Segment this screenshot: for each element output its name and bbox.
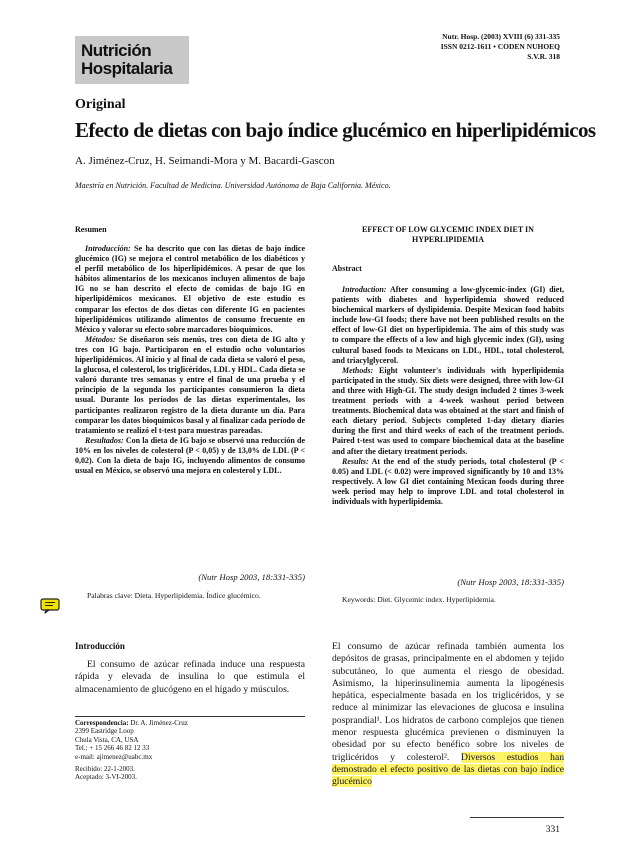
resumen-heading: Resumen xyxy=(75,225,107,234)
abstract-intro xyxy=(332,285,564,366)
intro-left-paragraph: El consumo de azúcar refinada induce una respuesta rápida y elevada de insulina lo que estimula el almacenamiento de glucógeno en el hígado y músculos. xyxy=(75,659,305,695)
correspondence-rule xyxy=(75,716,305,717)
article-affiliation: Maestría en Nutrición. Facultad de Medicina. Universidad Autónoma de Baja California. México. xyxy=(75,181,391,190)
abstract-intro-text: After consuming a low-glycemic-index (GI) diet, patients with diabetes and hyperlipidemia showed reduced biochemical markers of dyslipidemia. Despite Mexican food habits include low-GI foods; there have not been published results on the effect of low-GI diet on hyperlipidemia. The aim of this study was to compare the effects of a low and high glycemic index (GI), using cultural based foods to Mexicans on LDL, HDL, total cholesterol, and triacylglycerol. xyxy=(332,285,564,365)
abstract-citation xyxy=(332,577,564,587)
abstract-methods-label: Methods: xyxy=(342,365,374,375)
abstract-results-text: At the end of the study periods, total cholesterol (P < 0.05) and LDL (< 0.02) were improved significantly by 10 and 13% respectively. A low GI diet containing Mexican foods during three week period may help to improve LDL and total cholesterol in individuals with hyperlipidemia. xyxy=(332,456,564,506)
intro-heading: Introducción xyxy=(75,641,125,651)
correspondence-block xyxy=(75,719,305,782)
journal-citation xyxy=(441,32,560,62)
resumen-intro xyxy=(75,244,305,335)
footer-rule xyxy=(470,817,564,818)
resumen-body xyxy=(75,244,305,476)
abstract-methods xyxy=(332,366,564,457)
received-date: Recibido: 22-1-2003. xyxy=(75,765,135,774)
highlighted-text[interactable]: Diversos estudios han demostrado el efecto positivo de las dietas con bajo índice glucémico xyxy=(332,751,564,788)
resumen-methods xyxy=(75,335,305,436)
logo-line-2: Hospitalaria xyxy=(81,59,173,78)
abstract-heading: Abstract xyxy=(332,264,362,273)
correspondence-label: Correspondencia: xyxy=(75,719,129,727)
resumen-methods-text: Se diseñaron seis menús, tres con dieta de IG alto y tres con IG bajo. Participaron en el estudio ocho voluntarios hiperlipidémicos. Al inicio y al final de cada dieta se valoró el peso, la glucosa, el colesterol, los triglicéridos, LDL y HDL. Cada dieta se valoró durante tres semanas y entre el final de una prueba y el principio de la segunda los participantes consumieron la dieta usual. Durante los períodos de las dietas experimentales, los participantes realizaron registro de la dieta durante un día. Para comparar los datos bioquímicos basal y al finalizar cada período de tratamiento se realizó el t-test para muestras pareadas. xyxy=(75,334,305,435)
note-annotation-icon[interactable] xyxy=(40,598,60,614)
resumen-intro-label: Introducción: xyxy=(85,244,131,253)
resumen-citation-text: (Nutr Hosp 2003, 18:331-335) xyxy=(198,572,305,582)
correspondence-person: Dr. A. Jiménez-Cruz xyxy=(128,719,188,727)
correspondence-name xyxy=(75,719,305,727)
resumen-keywords: Palabras clave: Dieta. Hyperlipidemia. Índice glucémico. xyxy=(87,591,261,600)
accepted-date: Aceptado: 3-VI-2003. xyxy=(75,773,137,782)
section-label: Original xyxy=(75,97,126,112)
intro-left-text xyxy=(75,659,305,696)
citation-line-1: Nutr. Hosp. (2003) XVIII (6) 331-335 xyxy=(442,32,560,41)
intro-right-paragraph-text: El consumo de azúcar refinada también aumenta los depósitos de grasas, principalmente en el abdomen y tejido subcutáneo, lo que aumenta el riesgo de obesidad. Asimismo, la hiperinsulinemia aumenta la lipogénesis hepática, especialmente basada en los triglicéridos, y se reduce al minimizar las elevaciones de glucosa e insulina posprandial¹. Los hidratos de carbono complejos que tienen menor respuesta glucémica previenen o disminuyen la obesidad por su efecto benéfico sobre los niveles de triglicéridos y colesterol². xyxy=(332,641,564,763)
abstract-body xyxy=(332,285,564,507)
correspondence-email: e-mail: ajimenez@uabc.mx xyxy=(75,752,153,761)
citation-line-3: S.V.R. 318 xyxy=(527,52,560,61)
intro-right-paragraph xyxy=(332,641,564,789)
abstract-methods-text: Eight volunteer's individuals with hyperlipidemia participated in the study. Six diets were designed, three with low-GI and three with High-GI. The study design included 2 times 3-week treatment periods with a 4-week washout period between treatments. Biochemical data was obtained at the start and finish of each dietary period. Subjects completed 1-day dietary diaries during the first and third weeks of each of the treatment periods. Paired t-test was used to compare biochemical data at the baseline and after the dietary treatment periods. xyxy=(332,365,564,456)
article-title: Efecto de dietas con bajo índice glucémico en hiperlipidémicos xyxy=(75,118,596,142)
correspondence-address2: Chula Vista, CA, USA xyxy=(75,735,139,744)
logo-line-1: Nutrición xyxy=(81,41,152,60)
abstract-intro-label: Introduction: xyxy=(342,285,387,294)
page-number: 331 xyxy=(545,825,560,835)
intro-right-text xyxy=(332,641,564,789)
resumen-methods-label: Métodos: xyxy=(85,334,116,344)
article-authors: A. Jiménez-Cruz, H. Seimandi-Mora y M. Bacardi-Gascon xyxy=(75,155,335,167)
abstract-results xyxy=(332,457,564,507)
resumen-results xyxy=(75,436,305,476)
correspondence-phone: Tel.: + 15 266 46 82 12 33 xyxy=(75,744,150,753)
abstract-citation-text: (Nutr Hosp 2003, 18:331-335) xyxy=(457,577,564,587)
citation-line-2: ISSN 0212-1611 • CODEN NUHOEQ xyxy=(440,42,560,51)
english-title: EFFECT OF LOW GLYCEMIC INDEX DIET IN HYPERLIPIDEMIA xyxy=(362,225,534,244)
journal-logo xyxy=(75,36,189,84)
resumen-citation xyxy=(75,572,305,582)
resumen-results-label: Resultados: xyxy=(85,435,124,445)
abstract-keywords: Keywords: Diet. Glycemic index. Hyperlipidemia. xyxy=(342,595,496,604)
resumen-results-text: Con la dieta de IG bajo se observó una reducción de 10% en los niveles de colesterol (P < 0,05) y de 13,0% de LDL (P < 0,02). Con la dieta de bajo IG, incluyendo alimentos de consumo usual en México, se observó una mejora en colesterol y LDL. xyxy=(75,435,305,476)
resumen-intro-text: Se ha descrito que con las dietas de bajo índice glucémico (IG) se mejora el control metabólico de los diabéticos y el perfil metabólico de los hiperlipidémicos. A pesar de que los hábitos alimentarios de los mexicanos incluyen alimentos de bajo IG no se han descrito el efecto de comidas de bajo IG en hiperlipidémicos mexicanos. El objetivo de este estudio es comparar los efectos de dos dietas con diferente IG en pacientes hiperlipidémicos utilizando alimentos de consumo frecuente en México y valorar su efecto sobre marcadores bioquímicos. xyxy=(75,244,305,334)
abstract-results-label: Results: xyxy=(342,456,369,466)
correspondence-address1: 2399 Eastridge Loop xyxy=(75,727,134,736)
